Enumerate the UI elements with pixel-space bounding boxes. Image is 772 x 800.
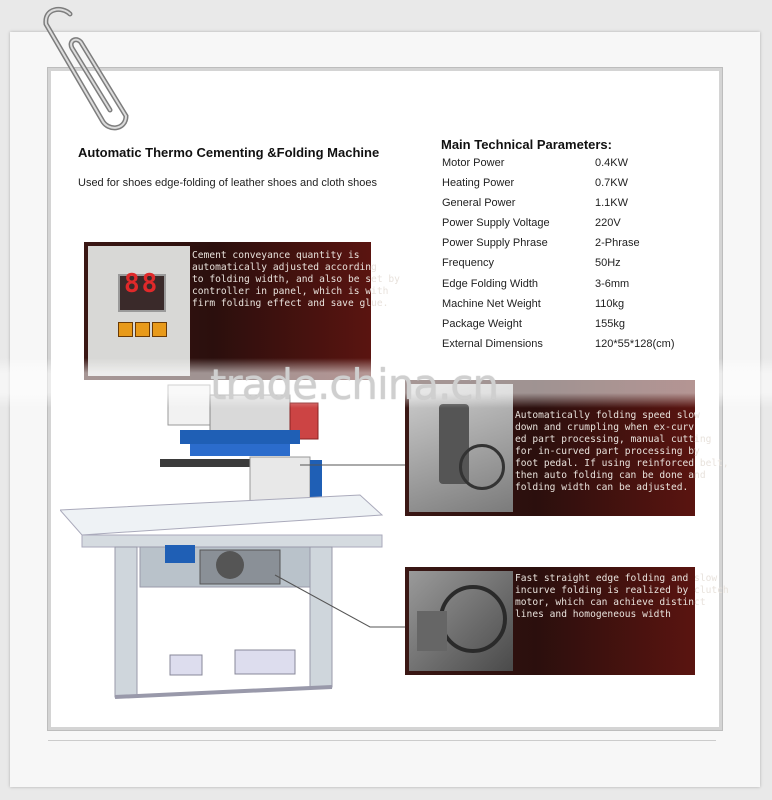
- parameter-row: [442, 217, 712, 237]
- parameter-name: Power Supply Voltage: [442, 217, 550, 230]
- panel-text-line: Fast straight edge folding and slow: [515, 573, 718, 584]
- parameter-row: [442, 177, 712, 197]
- machine-illustration: [60, 375, 390, 710]
- parameter-row: [442, 257, 712, 277]
- parameter-name: Edge Folding Width: [442, 277, 538, 290]
- parameter-row: [442, 237, 712, 257]
- parameter-row: [442, 197, 712, 217]
- clutch-motor-photo: [409, 571, 513, 671]
- panel-text-line: for in-curved part processing by: [515, 446, 700, 457]
- panel-text-line: ed part processing, manual cutting: [515, 434, 712, 445]
- product-subtitle: Used for shoes edge-folding of leather shoes and cloth shoes: [78, 177, 378, 189]
- display-digits: 88: [124, 269, 160, 299]
- parameter-value: 0.4KW: [595, 157, 629, 169]
- parameters-table: [442, 157, 712, 358]
- parameter-name: External Dimensions: [442, 337, 543, 350]
- parameter-value: 0.7KW: [595, 177, 629, 190]
- product-title: Automatic Thermo Cementing &Folding Machine: [78, 145, 380, 160]
- panel-text-line: Cement conveyance quantity is: [192, 250, 360, 261]
- panel-text-line: automatically adjusted according: [192, 262, 377, 273]
- panel-text-line: firm folding effect and save glue.: [192, 298, 389, 309]
- panel-text-line: then auto folding can be done and: [515, 470, 706, 481]
- parameter-row: [442, 157, 712, 177]
- panel-text-line: to folding width, and also be set by: [192, 274, 400, 285]
- watermark-text: trade.china.cn: [210, 360, 499, 409]
- panel-text-line: controller in panel, which is with: [192, 286, 389, 297]
- digital-display: [118, 269, 166, 312]
- parameter-value: 1.1KW: [595, 197, 629, 210]
- panel-text-line: folding width can be adjusted.: [515, 482, 689, 493]
- parameter-name: Motor Power: [442, 157, 505, 169]
- parameter-value: 220V: [595, 217, 621, 230]
- parameter-value: 3-6mm: [595, 277, 630, 290]
- parameter-row: [442, 338, 712, 358]
- parameter-row: [442, 298, 712, 318]
- panel-text-line: lines and homogeneous width: [515, 609, 671, 620]
- parameter-value: 50Hz: [595, 257, 621, 270]
- parameter-value: 120*55*128(cm): [595, 337, 675, 350]
- parameter-name: Frequency: [442, 257, 494, 270]
- parameters-heading: Main Technical Parameters:: [441, 137, 612, 152]
- panel-text-line: foot pedal. If using reinforced belt,: [515, 458, 729, 469]
- panel-text-line: motor, which can achieve distinct: [515, 597, 706, 608]
- parameter-value: 155kg: [595, 317, 625, 330]
- parameter-row: [442, 278, 712, 298]
- parameter-value: 110kg: [595, 297, 625, 310]
- panel-text-line: down and crumpling when ex-curv: [515, 422, 695, 433]
- clutch-motor-panel: [405, 567, 729, 675]
- parameter-name: Heating Power: [442, 177, 515, 190]
- paperclip-icon: [22, 2, 137, 142]
- parameter-name: Package Weight: [442, 317, 522, 330]
- parameter-name: Machine Net Weight: [442, 297, 541, 310]
- bracket-shape: [417, 611, 447, 651]
- panel-text-line: Automatically folding speed slow: [515, 410, 700, 421]
- wheel-shape: [439, 585, 507, 653]
- panel-text-line: incurve folding is realized by clutch: [515, 585, 729, 596]
- control-panel-photo: [88, 246, 190, 376]
- control-button: [152, 322, 167, 337]
- control-button: [118, 322, 133, 337]
- parameter-name: Power Supply Phrase: [442, 237, 548, 250]
- control-button: [135, 322, 150, 337]
- parameter-value: 2-Phrase: [595, 237, 640, 250]
- watermark-band: [0, 358, 772, 408]
- roller-shape: [459, 444, 505, 490]
- parameter-name: General Power: [442, 197, 516, 210]
- divider: [48, 740, 716, 741]
- parameter-row: [442, 318, 712, 338]
